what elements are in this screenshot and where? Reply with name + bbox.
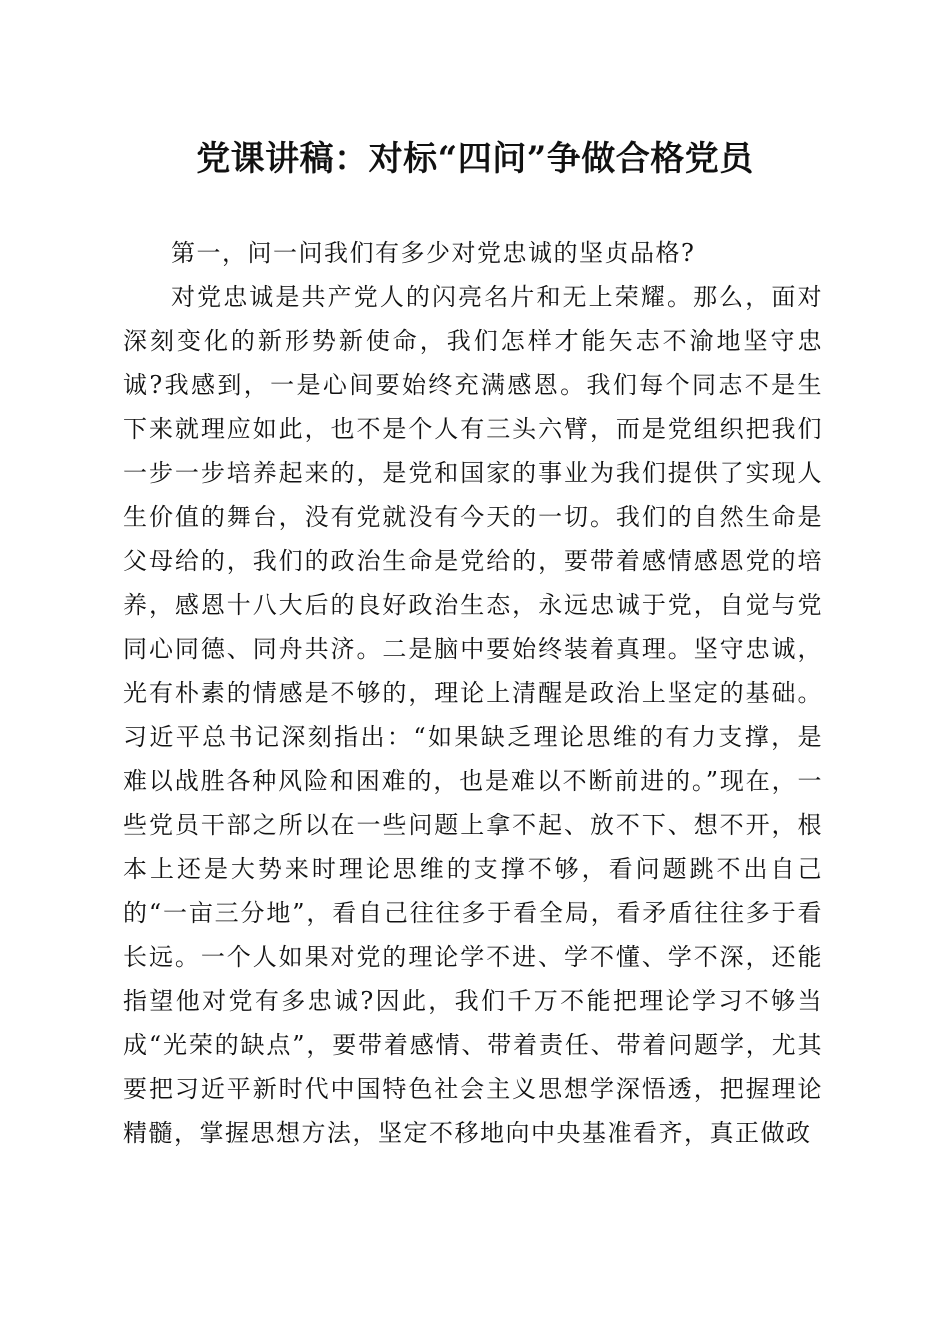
document-body: [123, 231, 823, 1155]
section-heading: 第一，问一问我们有多少对党忠诚的坚贞品格?: [171, 239, 696, 267]
document-title: 党课讲稿：对标“四问”争做合格党员: [196, 139, 754, 179]
body-paragraph: 对党忠诚是共产党人的闪亮名片和无上荣耀。那么，面对深刻变化的新形势新使命，我们怎样才能矢志不渝地坚守忠诚?我感到，一是心间要始终充满感恩。我们每个同志不是生下来就理应如此，也不是个人有三头六臂，而是党组织把我们一步一步培养起来的，是党和国家的事业为我们提供了实现人生价值的舞台，没有党就没有今天的一切。我们的自然生命是父母给的，我们的政治生命是党给的，要带着感情感恩党的培养，感恩十八大后的良好政治生态，永远忠诚于党，自觉与党同心同德、同舟共济。二是脑中要始终装着真理。坚守忠诚，光有朴素的情感是不够的，理论上清醒是政治上坚定的基础。习近平总书记深刻指出：“如果缺乏理论思维的有力支撑，是难以战胜各种风险和困难的，也是难以不断前进的。”现在，一些党员干部之所以在一些问题上拿不起、放不下、想不开，根本上还是大势来时理论思维的支撑不够，看问题跳不出自己的“一亩三分地”，看自己往往多于看全局，看矛盾往往多于看长远。一个人如果对党的理论学不进、学不懂、学不深，还能指望他对党有多忠诚?因此，我们千万不能把理论学习不够当成“光荣的缺点”，要带着感情、带着责任、带着问题学，尤其要把习近平新时代中国特色社会主义思想学深悟透，把握理论精髓，掌握思想方法，坚定不移地向中央基准看齐，真正做政: [123, 283, 823, 1147]
